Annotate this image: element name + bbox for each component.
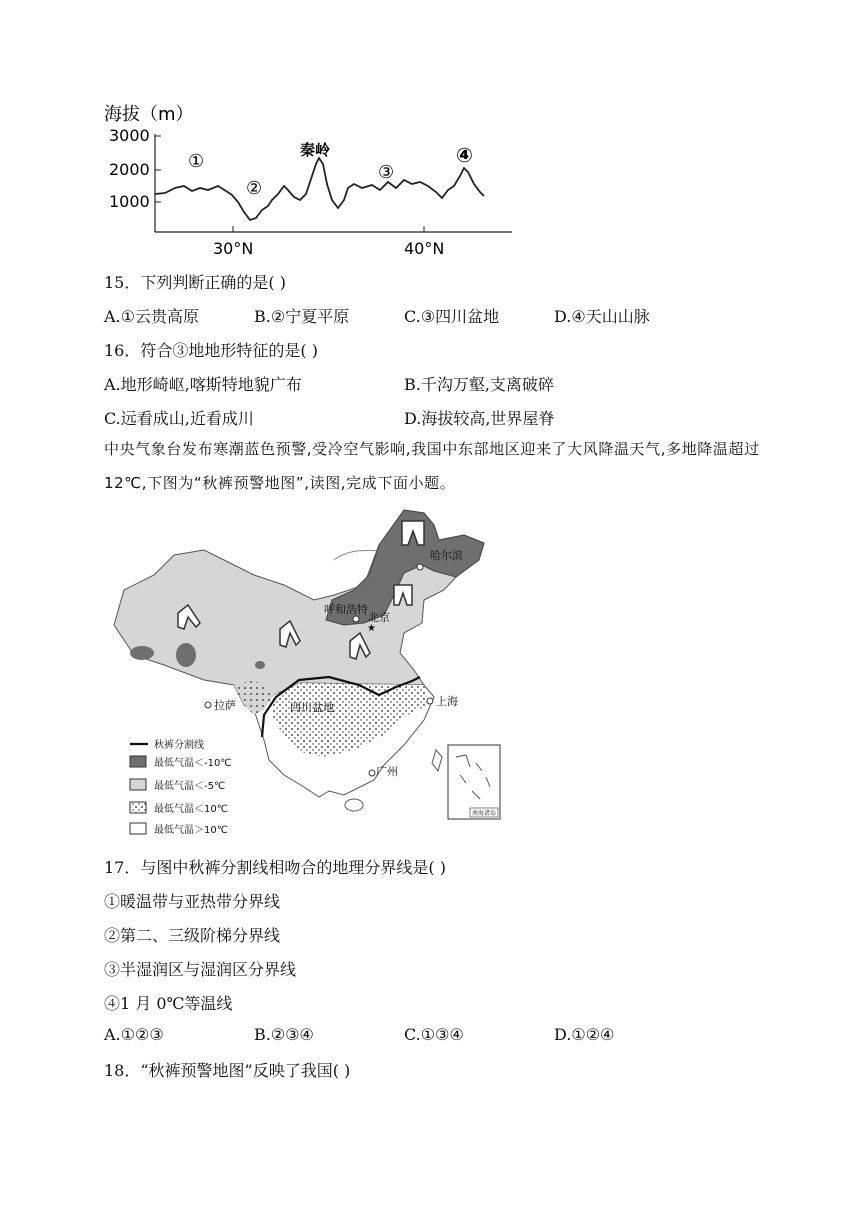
map-intro-paragraph: 中央气象台发布寒潮蓝色预警,受冷空气影响,我国中东部地区迎来了大风降温天气,多地降温超过 12℃,下图为“秋裤预警地图”,读图,完成下面小题。: [104, 440, 760, 492]
city-hohhot: 呼和浩特: [324, 603, 368, 616]
profile-label-4: ④: [456, 143, 473, 167]
q17-item-3: ③半湿润区与湿润区分界线: [104, 960, 297, 979]
city-shanghai: 上海: [436, 695, 458, 708]
q18-stem: 18．“秋裤预警地图”反映了我国( ): [104, 1061, 351, 1080]
profile-ytick-3000: 3000: [109, 126, 150, 145]
q17-option-b[interactable]: B.②③④: [254, 1025, 314, 1044]
q15-option-b[interactable]: B.②宁夏平原: [254, 307, 350, 326]
q16-option-d[interactable]: D.海拔较高,世界屋脊: [404, 409, 555, 428]
profile-xtick-40n: 40°N: [404, 239, 445, 258]
svg-text:★: ★: [367, 623, 376, 634]
q15-option-a[interactable]: A.①云贵高原: [104, 307, 199, 326]
city-beijing: 北京: [368, 611, 390, 624]
profile-ytick-2000: 2000: [109, 160, 150, 179]
q17-option-d[interactable]: D.①②④: [554, 1025, 615, 1044]
city-sichuan-basin: 四川盆地: [290, 701, 334, 714]
q17-item-1: ①暖温带与亚热带分界线: [104, 892, 281, 911]
inset-label: 南海诸岛: [472, 810, 497, 817]
south-china-sea-inset: [448, 745, 500, 819]
q15-option-d[interactable]: D.④天山山脉: [554, 307, 650, 326]
profile-ytick-1000: 1000: [109, 192, 150, 211]
city-lhasa: 拉萨: [214, 699, 236, 712]
q17-item-2: ②第二、三级阶梯分界线: [104, 926, 281, 945]
q17-option-a[interactable]: A.①②③: [104, 1025, 164, 1044]
city-harbin: 哈尔滨: [430, 549, 463, 562]
terrain-profile-chart: [100, 96, 520, 261]
city-guangzhou: 广州: [376, 765, 398, 778]
q16-option-a[interactable]: A.地形崎岖,喀斯特地貌广布: [104, 375, 302, 394]
legend-below-10: 最低气温＜10℃: [154, 804, 228, 815]
q17-option-c[interactable]: C.①③④: [404, 1025, 464, 1044]
q16-stem: 16．符合③地地形特征的是( ): [104, 341, 318, 360]
q16-option-c[interactable]: C.远看成山,近看成川: [104, 409, 254, 428]
terrain-profile-line: [155, 158, 484, 220]
profile-label-2: ②: [246, 178, 263, 199]
q15-stem: 15．下列判断正确的是( ): [104, 273, 286, 292]
legend-below-minus5: 最低气温＜-5℃: [154, 781, 226, 792]
profile-xtick-30n: 30°N: [213, 239, 254, 258]
q17-item-4: ④1 月 0℃等温线: [104, 994, 233, 1013]
profile-label-3: ③: [378, 162, 395, 183]
legend-below-minus10: 最低气温＜-10℃: [154, 758, 232, 769]
q17-stem: 17．与图中秋裤分割线相吻合的地理分界线是( ): [104, 858, 446, 877]
q16-option-b[interactable]: B.千沟万壑,支离破碎: [404, 375, 554, 394]
cold-wave-map: [104, 505, 504, 836]
profile-ylabel: 海拔（m）: [104, 104, 194, 125]
legend-above-10: 最低气温＞10℃: [154, 825, 228, 836]
profile-label-qinling: 秦岭: [300, 141, 331, 159]
profile-label-1: ①: [188, 151, 205, 172]
map-legend: [130, 738, 232, 836]
q15-option-c[interactable]: C.③四川盆地: [404, 307, 500, 326]
legend-divider: 秋裤分割线: [154, 740, 204, 751]
